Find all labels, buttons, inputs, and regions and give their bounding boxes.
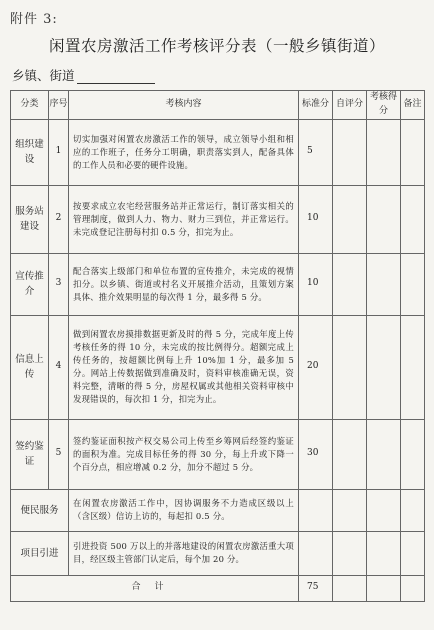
total-row (11, 575, 425, 601)
total-label: 合计 (11, 575, 299, 601)
header-self: 自评分 (333, 91, 367, 120)
row-assess-score[interactable] (367, 531, 401, 575)
row-remark[interactable] (401, 253, 425, 315)
row-content: 配合落实上级部门和单位布置的宣传推介，未完成的视情扣分。以乡镇、街道或村名义开展推介活动，且策划方案具体、推介效果明显的每次得 1 分，最多得 5 分。 (69, 253, 299, 315)
row-assess-score[interactable] (367, 315, 401, 419)
table-row (11, 119, 425, 185)
row-remark[interactable] (401, 531, 425, 575)
table-row (11, 253, 425, 315)
row-content: 做到闲置农房摸排数据更新及时的得 5 分，完成年度上传考核任务的得 10 分，未完成的按比例得分。超额完成上传任务的，按超额比例每上升 10%加 1 分，最多加 5 分。网站上传数据做到准确及时，资料审核准确无误，资料完整，清晰的得 5 分，房屋权属或其他相关资料审核中发现错误的，每次扣 1 分，扣完为止。 (69, 315, 299, 419)
header-content: 考核内容 (69, 91, 299, 120)
header-standard: 标准分 (299, 91, 333, 120)
row-content: 按要求成立农宅经营服务站并正常运行，制订落实相关的管理制度，做到人力、物力、财力三到位，并正常运行。未完成登记注册每村扣 0.5 分，扣完为止。 (69, 185, 299, 253)
row-remark[interactable] (401, 489, 425, 531)
row-assess-score[interactable] (367, 419, 401, 489)
township-blank-line (77, 69, 155, 84)
row-content: 在闲置农房激活工作中，因协调服务不力造成区级以上（含区级）信访上访的，每起扣 0.5 分。 (69, 489, 299, 531)
row-category: 宣传推介 (11, 253, 49, 315)
row-seq: 1 (49, 119, 69, 185)
row-category: 组织建设 (11, 119, 49, 185)
row-category: 项目引进 (11, 531, 69, 575)
row-self-score[interactable] (333, 185, 367, 253)
row-seq: 2 (49, 185, 69, 253)
row-standard-score: 10 (299, 253, 333, 315)
row-remark[interactable] (401, 315, 425, 419)
page-title: 闲置农房激活工作考核评分表（一般乡镇街道） (48, 37, 385, 55)
row-standard-score: 20 (299, 315, 333, 419)
row-standard-score (299, 531, 333, 575)
table-row (11, 185, 425, 253)
row-self-score[interactable] (333, 119, 367, 185)
total-remark[interactable] (401, 575, 425, 601)
row-assess-score[interactable] (367, 489, 401, 531)
row-content: 切实加强对闲置农房激活工作的领导，成立领导小组和相应的工作班子，任务分工明确，职责落实到人，配备具体的工作人员和必要的硬件设施。 (69, 119, 299, 185)
row-remark[interactable] (401, 185, 425, 253)
township-field (12, 66, 155, 84)
header-remark: 备注 (401, 91, 425, 120)
row-standard-score: 5 (299, 119, 333, 185)
total-assess-score[interactable] (367, 575, 401, 601)
row-self-score[interactable] (333, 489, 367, 531)
row-seq: 3 (49, 253, 69, 315)
row-remark[interactable] (401, 419, 425, 489)
row-self-score[interactable] (333, 315, 367, 419)
total-self-score[interactable] (333, 575, 367, 601)
table-row (11, 419, 425, 489)
township-label: 乡镇、街道 (12, 68, 75, 83)
row-assess-score[interactable] (367, 185, 401, 253)
row-content: 签约鉴证面积按产权交易公司上传至乡筹网后经签约鉴证的面积为准。完成目标任务的得 30 分，每上升或下降一个百分点，相应增减 0.2 分，加分不超过 5 分。 (69, 419, 299, 489)
row-self-score[interactable] (333, 531, 367, 575)
header-assess: 考核得分 (367, 91, 401, 120)
table-row (11, 315, 425, 419)
table-header-row (11, 91, 425, 120)
row-category: 便民服务 (11, 489, 69, 531)
row-category: 信息上传 (11, 315, 49, 419)
row-remark[interactable] (401, 119, 425, 185)
header-seq: 序号 (49, 91, 69, 120)
table-row (11, 489, 425, 531)
row-standard-score: 30 (299, 419, 333, 489)
row-self-score[interactable] (333, 253, 367, 315)
row-category: 签约鉴证 (11, 419, 49, 489)
attachment-label: 附件 3: (10, 12, 58, 27)
row-assess-score[interactable] (367, 253, 401, 315)
row-self-score[interactable] (333, 419, 367, 489)
row-assess-score[interactable] (367, 119, 401, 185)
header-category: 分类 (11, 91, 49, 120)
row-category: 服务站建设 (11, 185, 49, 253)
table-row (11, 531, 425, 575)
row-content: 引进投资 500 万以上的并落地建设的闲置农房激活重大项目，经区级主管部门认定后，每个加 20 分。 (69, 531, 299, 575)
total-score: 75 (299, 575, 333, 601)
assessment-table (10, 90, 425, 602)
row-standard-score: 10 (299, 185, 333, 253)
row-standard-score (299, 489, 333, 531)
row-seq: 5 (49, 419, 69, 489)
row-seq: 4 (49, 315, 69, 419)
